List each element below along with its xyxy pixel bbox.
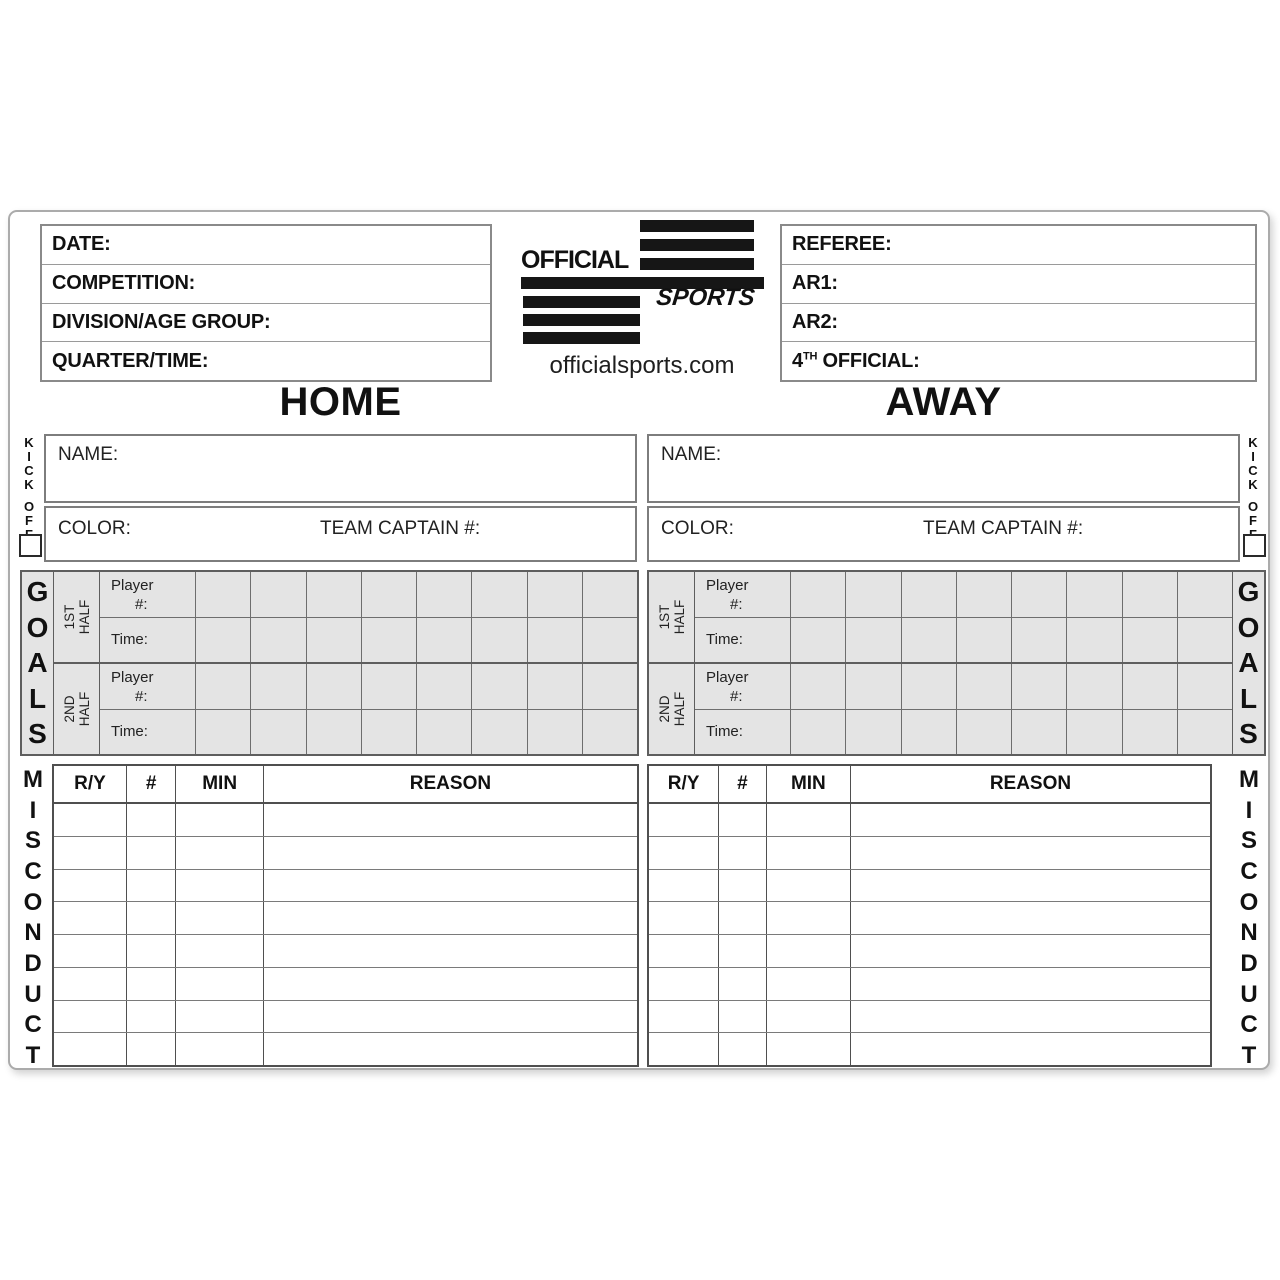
column-header-ry: R/Y: [649, 766, 719, 802]
second-half-label-cell: [649, 664, 695, 754]
home-name-label: NAME:: [58, 444, 119, 465]
goals-label-away: [1232, 572, 1264, 754]
misconduct-cell-ry: [54, 837, 127, 869]
misconduct-cell-number: [127, 1033, 177, 1065]
first-half-label-cell: [54, 572, 100, 662]
away-title: AWAY: [885, 380, 1002, 424]
misconduct-cell-ry: [649, 1001, 719, 1033]
away-name-box: [647, 434, 1240, 503]
goal-entry-cell: [472, 572, 527, 617]
first-half-label: 1ST HALF: [61, 599, 92, 635]
column-header-ry: R/Y: [54, 766, 127, 802]
away-name-label: NAME:: [661, 444, 722, 465]
misconduct-cell-number: [719, 837, 767, 869]
home-name-box: [44, 434, 637, 503]
goal-player-row: [695, 572, 1232, 618]
goal-time-row: [100, 618, 637, 663]
goal-time-row: [695, 618, 1232, 663]
misconduct-label-away: [1234, 768, 1264, 1068]
goal-entry-cell: [417, 618, 472, 663]
misconduct-row: [649, 935, 1210, 968]
logo-bar-icon: [640, 220, 754, 232]
misconduct-cell-number: [719, 902, 767, 934]
stacked-letter: O: [1247, 499, 1259, 514]
stacked-letter: C: [1240, 857, 1258, 885]
goal-entry-cell: [528, 572, 583, 617]
stacked-letter: M: [1239, 766, 1259, 793]
logo-bar-icon: [523, 314, 640, 326]
second-half-label: 2ND HALF: [656, 691, 687, 727]
stacked-letter: O: [26, 611, 49, 643]
second-half-label: 2ND HALF: [61, 691, 92, 727]
misconduct-cell-min: [176, 968, 263, 1000]
away-goals-table: [647, 570, 1266, 756]
misconduct-cell-number: [127, 968, 177, 1000]
misconduct-cell-ry: [649, 837, 719, 869]
goal-entry-cell: [846, 664, 901, 709]
goal-time-row: [100, 710, 637, 755]
quarter-time-label: QUARTER/TIME:: [52, 349, 209, 372]
stacked-letter: N: [1240, 919, 1258, 947]
goal-entry-cell: [307, 710, 362, 755]
stacked-letter: S: [28, 718, 47, 749]
goal-entry-cell: [791, 710, 846, 755]
division-age-group-field: [42, 304, 490, 343]
stacked-letter: C: [24, 1011, 42, 1039]
goal-entry-cell: [846, 618, 901, 663]
player-number-label: Player #:: [100, 572, 196, 617]
misconduct-cell-min: [176, 804, 263, 836]
stacked-letter: I: [27, 449, 31, 464]
column-header-number: #: [719, 766, 767, 802]
goal-entry-cell: [528, 618, 583, 663]
stacked-letter: K: [24, 477, 34, 492]
misconduct-row: [54, 968, 637, 1001]
goal-entry-cell: [362, 618, 417, 663]
misconduct-cell-reason: [851, 902, 1210, 934]
stacked-letter: C: [1240, 1011, 1258, 1039]
goal-entry-cell: [472, 618, 527, 663]
goal-entry-cell: [251, 664, 306, 709]
stacked-letter: F: [25, 513, 33, 528]
time-label: Time:: [100, 710, 196, 755]
misconduct-cell-ry: [649, 1033, 719, 1065]
referee-scorecard: [8, 210, 1270, 1070]
goal-entry-cell: [1123, 618, 1178, 663]
misconduct-cell-min: [767, 870, 851, 902]
misconduct-cell-reason: [264, 870, 637, 902]
goal-entry-cell: [1123, 664, 1178, 709]
ar2-field: [782, 304, 1255, 343]
competition-label: COMPETITION:: [52, 272, 196, 295]
misconduct-cell-min: [176, 902, 263, 934]
kick-off-checkbox-home: [19, 534, 42, 557]
misconduct-cell-number: [719, 870, 767, 902]
goal-player-row: [695, 664, 1232, 710]
misconduct-cell-min: [176, 935, 263, 967]
misconduct-row: [54, 1001, 637, 1034]
misconduct-cell-reason: [264, 837, 637, 869]
misconduct-cell-number: [127, 902, 177, 934]
goal-entry-cell: [583, 710, 637, 755]
goal-entry-cell: [362, 664, 417, 709]
stacked-letter: O: [23, 499, 35, 514]
misconduct-cell-ry: [649, 968, 719, 1000]
misconduct-cell-min: [767, 804, 851, 836]
stacked-letter: O: [23, 888, 43, 916]
ar1-label: AR1:: [792, 272, 838, 295]
misconduct-cell-min: [176, 837, 263, 869]
stacked-letter: M: [23, 766, 43, 793]
player-number-label: Player #:: [100, 664, 196, 709]
misconduct-cell-min: [767, 1001, 851, 1033]
misconduct-cell-min: [767, 902, 851, 934]
goal-entry-cell: [1178, 618, 1232, 663]
misconduct-cell-reason: [264, 968, 637, 1000]
goal-entry-cell: [417, 572, 472, 617]
goal-entry-cell: [1178, 710, 1232, 755]
misconduct-cell-ry: [649, 935, 719, 967]
misconduct-cell-reason: [851, 968, 1210, 1000]
goal-entry-cell: [251, 572, 306, 617]
kick-off-checkbox-away: [1243, 534, 1266, 557]
misconduct-cell-number: [127, 1001, 177, 1033]
stacked-letter: F: [1249, 513, 1257, 528]
goal-entry-cell: [846, 710, 901, 755]
goal-entry-cell: [583, 618, 637, 663]
misconduct-cell-reason: [851, 804, 1210, 836]
misconduct-cell-min: [176, 1001, 263, 1033]
goal-entry-cell: [791, 572, 846, 617]
kick-off-label-home: [19, 436, 39, 542]
misconduct-cell-ry: [649, 902, 719, 934]
stacked-letter: K: [1248, 477, 1258, 492]
goal-entry-cell: [1123, 572, 1178, 617]
misconduct-cell-ry: [54, 1033, 127, 1065]
goal-entry-cell: [1067, 618, 1122, 663]
time-label: Time:: [100, 618, 196, 663]
goal-entry-cell: [1012, 572, 1067, 617]
goal-entry-cell: [196, 664, 251, 709]
misconduct-cell-reason: [264, 935, 637, 967]
goal-entry-cell: [1012, 710, 1067, 755]
misconduct-header-row: [649, 766, 1210, 804]
misconduct-row: [54, 870, 637, 903]
goal-player-row: [100, 664, 637, 710]
quarter-time-field: [42, 342, 490, 380]
stacked-letter: O: [1237, 611, 1260, 643]
date-field: [42, 226, 490, 265]
home-misconduct-table: [52, 764, 639, 1067]
goal-entry-cell: [1012, 664, 1067, 709]
goal-entry-cell: [791, 618, 846, 663]
player-number-label: Player #:: [695, 572, 791, 617]
stacked-letter: I: [1245, 796, 1253, 824]
stacked-letter: T: [1241, 1041, 1257, 1069]
misconduct-cell-reason: [264, 902, 637, 934]
goal-entry-cell: [251, 710, 306, 755]
misconduct-cell-ry: [54, 1001, 127, 1033]
home-title: HOME: [279, 380, 402, 424]
first-half-label-cell: [649, 572, 695, 662]
home-captain-label: TEAM CAPTAIN #:: [320, 518, 481, 539]
goal-entry-cell: [1012, 618, 1067, 663]
logo-bar-icon: [640, 258, 754, 270]
away-first-half-block: [649, 572, 1232, 664]
player-number-label: Player #:: [695, 664, 791, 709]
misconduct-row: [54, 902, 637, 935]
misconduct-cell-reason: [851, 837, 1210, 869]
officials-box: [780, 224, 1257, 382]
misconduct-cell-ry: [649, 870, 719, 902]
stacked-letter: L: [28, 682, 47, 714]
misconduct-cell-reason: [264, 804, 637, 836]
goal-entry-cell: [196, 572, 251, 617]
misconduct-row: [649, 837, 1210, 870]
stacked-letter: I: [29, 796, 37, 824]
goal-entry-cell: [902, 664, 957, 709]
website-url: officialsports.com: [549, 352, 735, 379]
goal-entry-cell: [1123, 710, 1178, 755]
stacked-letter: K: [1248, 435, 1258, 450]
time-label: Time:: [695, 618, 791, 663]
misconduct-cell-number: [719, 1033, 767, 1065]
misconduct-cell-ry: [54, 935, 127, 967]
goal-time-row: [695, 710, 1232, 755]
goals-label-home: [22, 572, 54, 754]
misconduct-cell-number: [127, 837, 177, 869]
stacked-letter: A: [27, 647, 48, 678]
column-header-min: MIN: [767, 766, 851, 802]
goal-entry-cell: [902, 710, 957, 755]
goal-entry-cell: [472, 664, 527, 709]
goal-entry-cell: [1178, 664, 1232, 709]
goal-entry-cell: [362, 710, 417, 755]
home-color-label: COLOR:: [58, 518, 131, 539]
kick-off-label-away: [1243, 436, 1263, 542]
division-age-group-label: DIVISION/AGE GROUP:: [52, 310, 271, 333]
goal-entry-cell: [902, 572, 957, 617]
column-header-min: MIN: [176, 766, 263, 802]
misconduct-cell-ry: [649, 804, 719, 836]
stacked-letter: U: [24, 980, 42, 1008]
misconduct-cell-number: [719, 804, 767, 836]
stacked-letter: K: [24, 435, 34, 450]
goal-entry-cell: [846, 572, 901, 617]
official-sports-logo: [517, 220, 767, 338]
stacked-letter: S: [1239, 718, 1258, 749]
home-second-half-block: [54, 664, 637, 754]
goal-entry-cell: [196, 618, 251, 663]
misconduct-label-home: [18, 768, 48, 1068]
misconduct-cell-number: [719, 935, 767, 967]
misconduct-header-row: [54, 766, 637, 804]
misconduct-cell-min: [767, 1033, 851, 1065]
stacked-letter: C: [1248, 463, 1258, 478]
misconduct-cell-number: [719, 968, 767, 1000]
misconduct-cell-ry: [54, 804, 127, 836]
home-first-half-block: [54, 572, 637, 664]
goal-entry-cell: [307, 664, 362, 709]
stacked-letter: O: [1239, 888, 1259, 916]
match-info-box: [40, 224, 492, 382]
away-second-half-block: [649, 664, 1232, 754]
misconduct-row: [649, 1001, 1210, 1034]
fourth-official-field: [782, 342, 1255, 380]
misconduct-row: [649, 902, 1210, 935]
goal-entry-cell: [1178, 572, 1232, 617]
home-color-box: [44, 506, 637, 562]
stacked-letter: T: [25, 1041, 41, 1069]
misconduct-row: [649, 1033, 1210, 1065]
goal-entry-cell: [528, 710, 583, 755]
logo-bar-icon: [523, 296, 640, 308]
goal-entry-cell: [1067, 664, 1122, 709]
misconduct-cell-ry: [54, 870, 127, 902]
logo-bar-icon: [640, 239, 754, 251]
referee-field: [782, 226, 1255, 265]
column-header-reason: REASON: [409, 773, 492, 794]
goal-entry-cell: [583, 664, 637, 709]
misconduct-cell-ry: [54, 968, 127, 1000]
goal-entry-cell: [472, 710, 527, 755]
goal-entry-cell: [417, 664, 472, 709]
misconduct-cell-reason: [264, 1001, 637, 1033]
misconduct-cell-reason: [851, 1001, 1210, 1033]
misconduct-row: [649, 870, 1210, 903]
goal-entry-cell: [1067, 710, 1122, 755]
goal-entry-cell: [307, 618, 362, 663]
misconduct-row: [649, 804, 1210, 837]
misconduct-cell-reason: [851, 935, 1210, 967]
misconduct-cell-min: [767, 968, 851, 1000]
fourth-official-label: 4TH OFFICIAL:: [792, 349, 920, 372]
misconduct-cell-min: [767, 935, 851, 967]
misconduct-cell-min: [176, 1033, 263, 1065]
competition-field: [42, 265, 490, 304]
goal-entry-cell: [791, 664, 846, 709]
goal-entry-cell: [957, 664, 1012, 709]
logo-bar-icon: [523, 332, 640, 344]
stacked-letter: G: [26, 576, 49, 607]
stacked-letter: S: [24, 827, 41, 855]
stacked-letter: C: [24, 463, 34, 478]
stacked-letter: U: [1240, 980, 1258, 1008]
stacked-letter: I: [1251, 449, 1255, 464]
misconduct-cell-number: [719, 1001, 767, 1033]
misconduct-cell-min: [767, 837, 851, 869]
time-label: Time:: [695, 710, 791, 755]
goal-entry-cell: [902, 618, 957, 663]
logo-word-sports: SPORTS: [655, 284, 757, 311]
goal-entry-cell: [957, 710, 1012, 755]
stacked-letter: L: [1239, 682, 1258, 714]
misconduct-cell-number: [127, 935, 177, 967]
misconduct-row: [54, 935, 637, 968]
home-goals-table: [20, 570, 639, 756]
goal-entry-cell: [1067, 572, 1122, 617]
second-half-label-cell: [54, 664, 100, 754]
first-half-label: 1ST HALF: [656, 599, 687, 635]
goal-entry-cell: [196, 710, 251, 755]
away-color-label: COLOR:: [661, 518, 734, 539]
away-color-box: [647, 506, 1240, 562]
away-misconduct-table: [647, 764, 1212, 1067]
misconduct-cell-ry: [54, 902, 127, 934]
goal-entry-cell: [417, 710, 472, 755]
goal-entry-cell: [957, 572, 1012, 617]
column-header-number: #: [127, 766, 177, 802]
misconduct-row: [54, 837, 637, 870]
ar2-label: AR2:: [792, 310, 838, 333]
stacked-letter: G: [1237, 576, 1260, 607]
stacked-letter: D: [1240, 949, 1258, 977]
goal-entry-cell: [307, 572, 362, 617]
misconduct-cell-min: [176, 870, 263, 902]
away-captain-label: TEAM CAPTAIN #:: [923, 518, 1084, 539]
misconduct-cell-number: [127, 870, 177, 902]
misconduct-row: [54, 804, 637, 837]
stacked-letter: A: [1238, 647, 1259, 678]
goal-entry-cell: [957, 618, 1012, 663]
goal-entry-cell: [528, 664, 583, 709]
misconduct-row: [649, 968, 1210, 1001]
goal-entry-cell: [583, 572, 637, 617]
goal-player-row: [100, 572, 637, 618]
misconduct-row: [54, 1033, 637, 1065]
misconduct-cell-reason: [851, 870, 1210, 902]
date-label: DATE:: [52, 233, 111, 256]
misconduct-cell-reason: [851, 1033, 1210, 1065]
stacked-letter: S: [1240, 827, 1257, 855]
logo-word-official: OFFICIAL: [521, 246, 629, 274]
stacked-letter: N: [24, 919, 42, 947]
goal-entry-cell: [362, 572, 417, 617]
goal-entry-cell: [251, 618, 306, 663]
stacked-letter: D: [24, 949, 42, 977]
misconduct-cell-reason: [264, 1033, 637, 1065]
column-header-reason: REASON: [989, 773, 1072, 794]
referee-label: REFEREE:: [792, 233, 892, 256]
stacked-letter: C: [24, 857, 42, 885]
ar1-field: [782, 265, 1255, 304]
misconduct-cell-number: [127, 804, 177, 836]
